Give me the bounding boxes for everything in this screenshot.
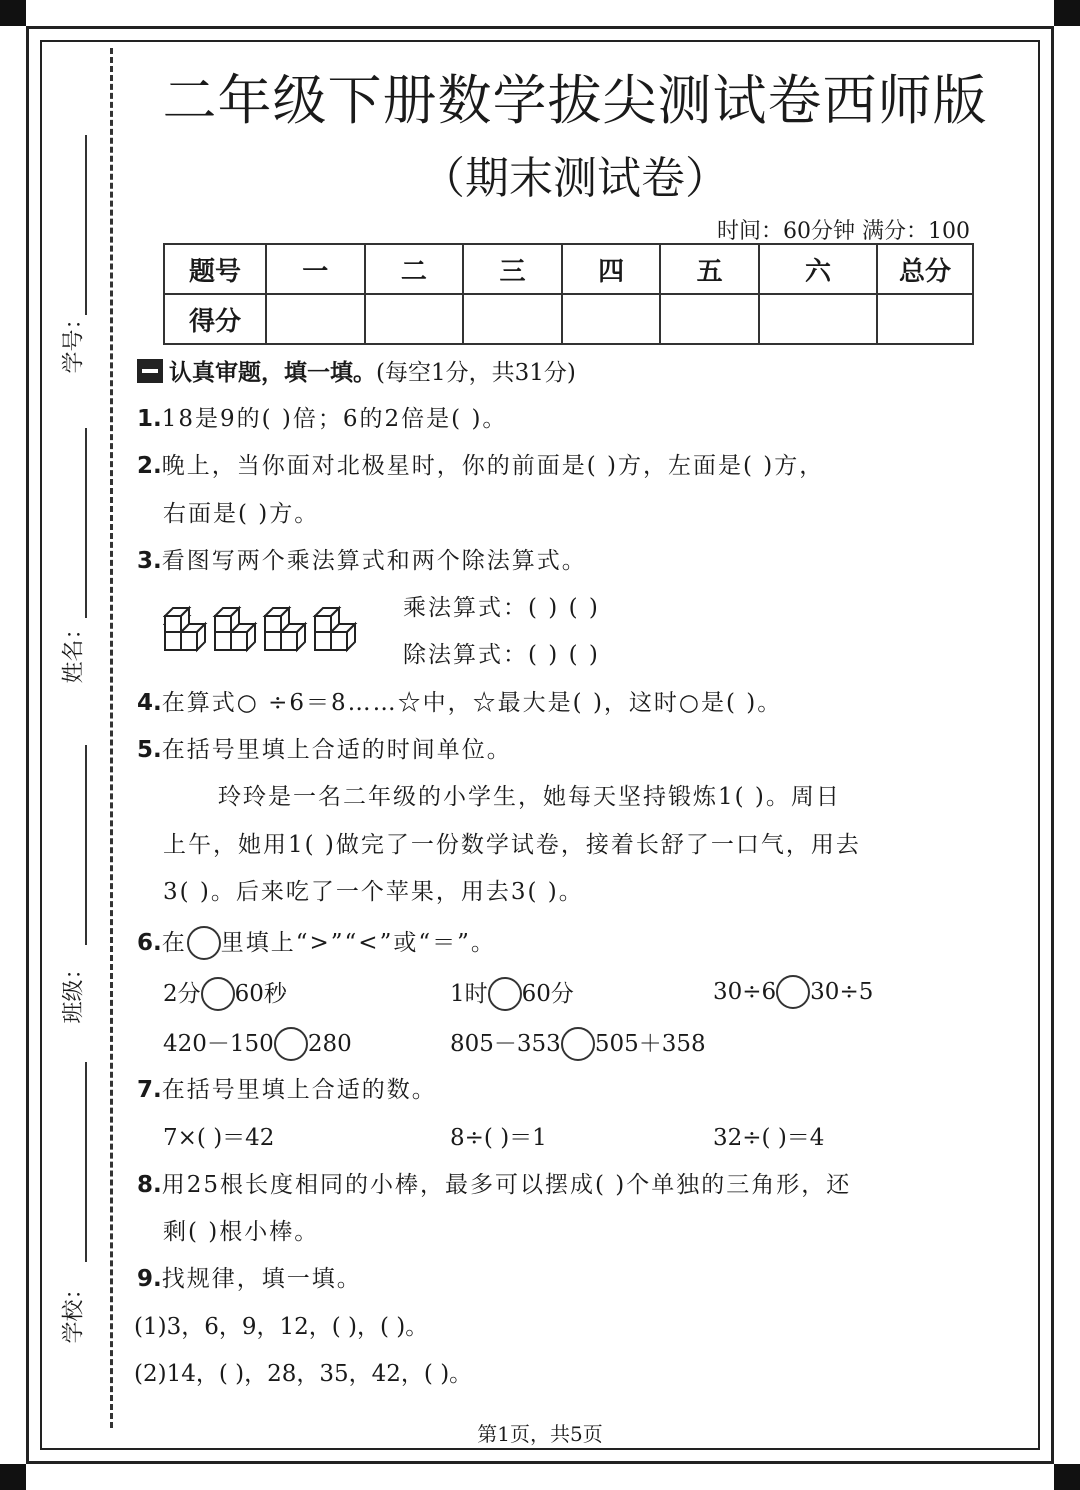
question-3-multiplication: 乘法算式：( ) ( ) bbox=[403, 595, 600, 621]
score-cell[interactable] bbox=[759, 294, 877, 344]
time-score-info: 时间：60分钟 满分：100 bbox=[717, 219, 970, 244]
compare-right: 60分 bbox=[521, 981, 574, 1007]
page-subtitle: （期末测试卷） bbox=[421, 153, 729, 204]
question-text: 晚上，当你面对北极星时，你的前面是( )方，左面是( )方， bbox=[161, 453, 825, 479]
question-text-prefix: 在 bbox=[161, 930, 187, 956]
score-cell[interactable] bbox=[562, 294, 661, 344]
section-number-one-icon bbox=[137, 359, 163, 383]
score-header-cell: 总分 bbox=[877, 244, 973, 294]
cube-stack-figure bbox=[163, 604, 363, 654]
question-9 bbox=[137, 1260, 362, 1293]
compare-item bbox=[163, 1025, 352, 1061]
compare-circle[interactable] bbox=[561, 1027, 595, 1061]
student-number-line bbox=[85, 135, 87, 315]
corner-mark-tr bbox=[1054, 0, 1080, 26]
question-text: 里填上“>”“<”或“＝”。 bbox=[220, 930, 496, 956]
binding-dashed-line bbox=[110, 48, 113, 1428]
question-1 bbox=[137, 400, 507, 433]
question-text: 在括号里填上合适的数。 bbox=[161, 1077, 437, 1103]
compare-left: 30÷6 bbox=[713, 979, 777, 1005]
section-one-heading bbox=[137, 354, 576, 387]
question-4 bbox=[137, 684, 782, 717]
score-header-cell: 三 bbox=[463, 244, 562, 294]
school-line bbox=[85, 1062, 87, 1262]
question-3-division: 除法算式：( ) ( ) bbox=[403, 642, 600, 668]
score-header-cell: 题号 bbox=[164, 244, 266, 294]
compare-item bbox=[450, 1025, 706, 1061]
question-2-line-2: 右面是( )方。 bbox=[163, 501, 320, 527]
question-9-sub-2: (2)14，( )，28，35，42，( )。 bbox=[134, 1361, 473, 1387]
score-cell[interactable] bbox=[660, 294, 759, 344]
compare-left: 2分 bbox=[163, 981, 201, 1007]
question-number: 5. bbox=[137, 737, 162, 763]
class-label: 班级： bbox=[61, 956, 87, 1024]
school-label: 学校： bbox=[61, 1276, 87, 1344]
page-title: 二年级下册数学拔尖测试卷西师版 bbox=[162, 69, 988, 132]
question-text: 18是9的( )倍；6的2倍是( )。 bbox=[161, 406, 508, 432]
score-header-cell: 一 bbox=[266, 244, 365, 294]
compare-right: 60秒 bbox=[234, 981, 287, 1007]
score-header-cell: 六 bbox=[759, 244, 877, 294]
question-number: 3. bbox=[137, 548, 162, 574]
compare-item bbox=[713, 975, 873, 1009]
compare-circle bbox=[187, 926, 221, 960]
question-number: 7. bbox=[137, 1077, 162, 1103]
question-5 bbox=[137, 731, 512, 764]
fill-number-item: 32÷( )＝4 bbox=[713, 1125, 825, 1151]
question-8 bbox=[137, 1166, 851, 1199]
score-table-header-row bbox=[164, 244, 973, 294]
compare-item bbox=[163, 975, 287, 1011]
corner-mark-br bbox=[1054, 1464, 1080, 1490]
fill-number-item: 7×( )＝42 bbox=[163, 1125, 275, 1151]
question-number: 4. bbox=[137, 690, 162, 716]
compare-right: 280 bbox=[307, 1031, 352, 1057]
compare-right: 505＋358 bbox=[594, 1031, 706, 1057]
question-2 bbox=[137, 447, 824, 480]
question-3 bbox=[137, 542, 587, 575]
question-number: 1. bbox=[137, 406, 162, 432]
question-6 bbox=[137, 924, 496, 960]
section-title: 认真审题，填一填。 bbox=[169, 360, 376, 386]
score-cell[interactable] bbox=[365, 294, 464, 344]
score-table bbox=[163, 243, 974, 345]
question-5-line-1: 玲玲是一名二年级的小学生，她每天坚持锻炼1( )。周日 bbox=[218, 784, 841, 810]
student-number-label: 学号： bbox=[61, 306, 87, 374]
compare-circle[interactable] bbox=[488, 977, 522, 1011]
question-7 bbox=[137, 1071, 437, 1104]
question-text: 用25根长度相同的小棒，最多可以摆成( )个单独的三角形，还 bbox=[161, 1172, 852, 1198]
score-cell[interactable] bbox=[877, 294, 973, 344]
compare-left: 1时 bbox=[450, 981, 488, 1007]
fill-number-item: 8÷( )＝1 bbox=[450, 1125, 547, 1151]
page-number: 第1页，共5页 bbox=[477, 1422, 603, 1446]
question-text: 在括号里填上合适的时间单位。 bbox=[161, 737, 512, 763]
question-text: 看图写两个乘法算式和两个除法算式。 bbox=[161, 548, 587, 574]
compare-circle[interactable] bbox=[201, 977, 235, 1011]
question-5-line-3: 3( )。后来吃了一个苹果，用去3( )。 bbox=[163, 879, 584, 905]
question-8-line-2: 剩( )根小棒。 bbox=[163, 1219, 320, 1245]
corner-mark-bl bbox=[0, 1464, 26, 1490]
question-number: 6. bbox=[137, 930, 162, 956]
question-number: 9. bbox=[137, 1266, 162, 1292]
question-9-sub-1: (1)3，6，9，12，( )，( )。 bbox=[134, 1314, 429, 1340]
compare-left: 805－353 bbox=[450, 1031, 561, 1057]
corner-mark-tl bbox=[0, 0, 26, 26]
compare-right: 30÷5 bbox=[810, 979, 874, 1005]
class-line bbox=[85, 745, 87, 945]
name-label: 姓名： bbox=[61, 616, 87, 684]
question-text: 找规律，填一填。 bbox=[161, 1266, 362, 1292]
score-row-label: 得分 bbox=[164, 294, 266, 344]
question-number: 2. bbox=[137, 453, 162, 479]
score-header-cell: 五 bbox=[660, 244, 759, 294]
score-table-score-row bbox=[164, 294, 973, 344]
compare-item bbox=[450, 975, 574, 1011]
compare-circle[interactable] bbox=[776, 975, 810, 1009]
question-text: 在算式○ ÷6＝8……☆中，☆最大是( )，这时○是( )。 bbox=[161, 690, 783, 716]
section-note: (每空1分，共31分) bbox=[376, 360, 576, 386]
cube-group bbox=[165, 608, 355, 650]
compare-circle[interactable] bbox=[274, 1027, 308, 1061]
question-5-line-2: 上午，她用1( )做完了一份数学试卷，接着长舒了一口气，用去 bbox=[163, 832, 861, 858]
score-header-cell: 四 bbox=[562, 244, 661, 294]
name-line bbox=[85, 428, 87, 618]
question-number: 8. bbox=[137, 1172, 162, 1198]
score-cell[interactable] bbox=[266, 294, 365, 344]
score-header-cell: 二 bbox=[365, 244, 464, 294]
score-cell[interactable] bbox=[463, 294, 562, 344]
compare-left: 420－150 bbox=[163, 1031, 274, 1057]
